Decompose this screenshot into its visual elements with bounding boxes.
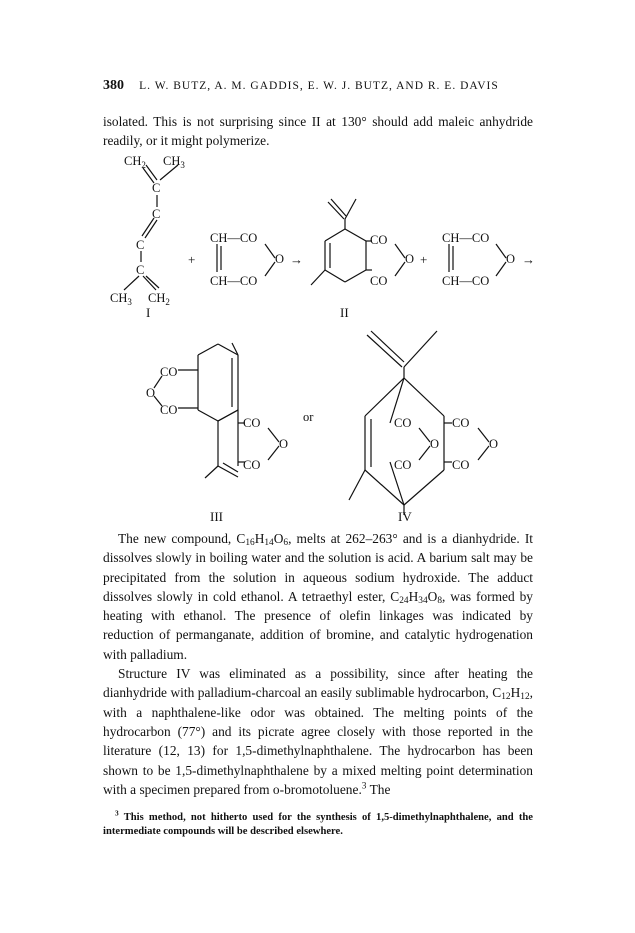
scheme-bonds [124,165,506,515]
ch-co-label: CH—CO [442,231,490,245]
carbon-label: C [136,263,145,277]
paragraph: The new compound, $C_{16}H_{14}O_6$, melts at 262–263° and is a dianhydride. It dissolves slowly in boiling water and the solution is acid. A barium salt may be precipitated from the solution in aqueous sodium hydroxide. The adduct dissolves slowly in cold ethanol. A tetraethyl ester, $C_{24}H_{34}O_8$, was formed by heating with ethanol. The presence of olefin linkages was indicated by reduction of permanganate, addition of bromine, and catalytic hydrogenation with palladium. [103,531,534,662]
co-label: CO [394,458,412,472]
ch-co-label: CH—CO [442,274,490,288]
co-label: CO [370,233,388,247]
intro-paragraph: isolated. This is not surprising since II at 130° should add maleic anhydride readily, or it might polymerize. [103,114,533,148]
paragraph: Structure IV was eliminated as a possibility, since after heating the dianhydride with palladium-charcoal an easily sublimable hydrocarbon, $C_{12}H_{12}$, with a naphthalene-like odor was obtained. The melting points of the hydrocarbon (77°) and its picrate agree closely with those reported in the literature (12, 13) for 1,5-dimethylnaphthalene. The hydrocarbon has been shown to be 1,5-dimethylnaphthalene by a mixed melting point determination with a specimen prepared from o-bromotoluene.$^3$ The [103,666,533,797]
footnote: $^3$ This method, not hitherto used for the synthesis of 1,5-dimethylnaphthalene, and the intermediate compounds will be described elsewhere. [103,808,533,837]
oxygen-label: O [275,252,285,266]
co-label: CO [160,403,178,417]
compound-label-i: I [146,305,151,320]
co-label: CO [394,416,412,430]
ch3-label: $CH_2$ [124,154,146,170]
oxygen-label: O [146,386,156,400]
oxygen-label: O [506,252,516,266]
co-label: CO [452,416,470,430]
compound-label-iv: IV [398,509,412,524]
ch-co-label: CH—CO [210,231,258,245]
reaction-arrow: → [522,252,535,267]
carbon-label: C [152,181,161,195]
ch-co-label: CH—CO [210,274,258,288]
oxygen-label: O [405,252,415,266]
co-label: CO [452,458,470,472]
oxygen-label: O [489,437,499,451]
ch3-label: $CH_3$ [163,154,185,170]
oxygen-label: O [279,437,289,451]
co-label: CO [160,365,178,379]
page-number: 380 [103,78,124,93]
ch2-label: $CH_2$ [148,291,170,307]
oxygen-label: O [430,437,440,451]
co-label: CO [370,274,388,288]
ch3-label: $CH_3$ [110,291,132,307]
author-list: L. W. BUTZ, A. M. GADDIS, E. W. J. BUTZ, AND R. E. DAVIS [139,80,499,92]
reaction-arrow: → [290,252,303,267]
compound-label-ii: II [340,305,349,320]
co-label: CO [243,458,261,472]
plus-sign: + [420,252,428,267]
co-label: CO [243,416,261,430]
carbon-label: C [152,207,161,221]
plus-sign: + [188,252,196,267]
footnote-reference: 3 [361,781,367,792]
or-label: or [303,410,314,424]
carbon-label: C [136,238,145,252]
compound-label-iii: III [210,509,223,524]
body-text [103,529,533,799]
